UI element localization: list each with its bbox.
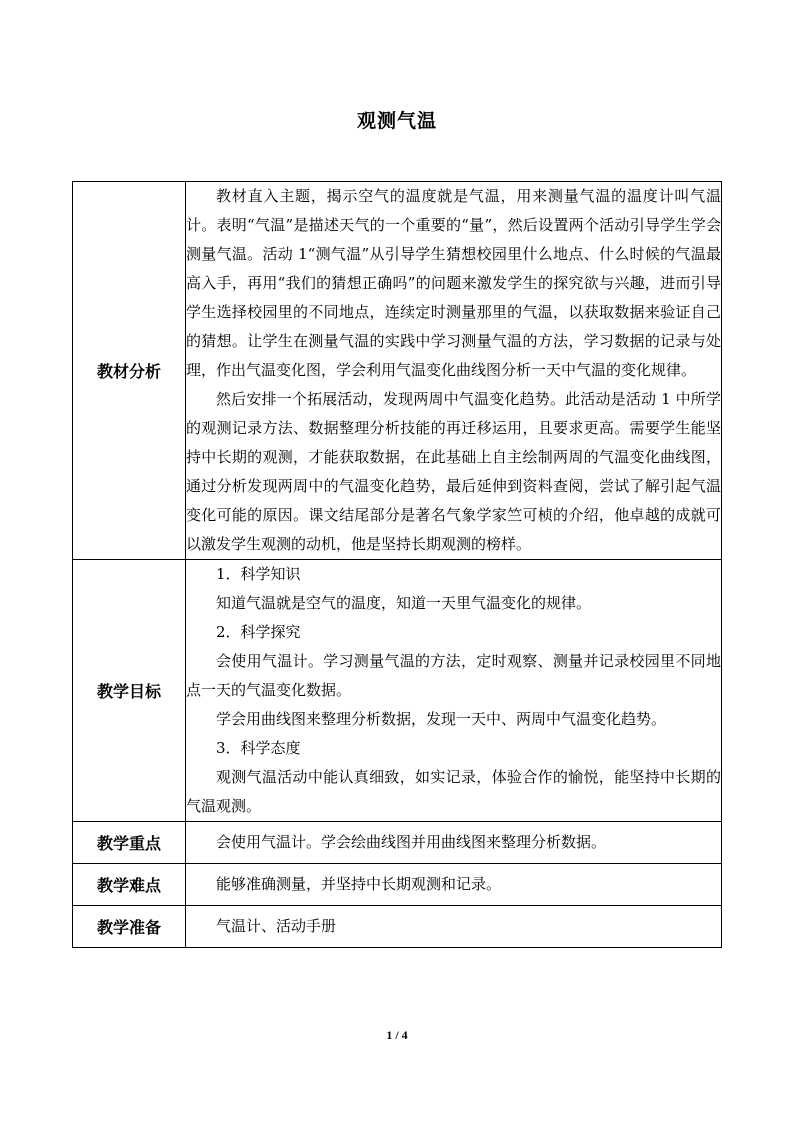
objective-text-inquiry-2: 学会用曲线图来整理分析数据，发现一天中、两周中气温变化趋势。 <box>216 710 667 728</box>
document-title: 观测气温 <box>356 110 437 132</box>
row-label-analysis: 教材分析 <box>73 182 186 560</box>
difficulties-content <box>186 864 722 906</box>
analysis-paragraph-2: 然后安排一个拓展活动，发现两周中气温变化趋势。此活动是活动 1 中所学的观测记录方法、数据整理分析技能的再迁移运用，且要求更高。需要学生能坚持中长期的观测，才能获取数据，在此基础上自主绘制两周的气温变化曲线图，通过分析发现两周中的气温变化趋势，最后延伸到资料查阅，尝试了解引起气温变化可能的原因。课文结尾部分是著名气象学家竺可桢的介绍，他卓越的成就可以激发学生观测的动机，他是坚持长期观测的榜样。 <box>186 390 721 553</box>
row-label-key-points: 教学重点 <box>73 822 186 864</box>
objective-text-knowledge: 知道气温就是空气的温度，知道一天里气温变化的规律。 <box>216 594 592 612</box>
row-label-objectives: 教学目标 <box>73 560 186 822</box>
lesson-plan-table <box>72 181 722 948</box>
objective-heading-inquiry: 2．科学探究 <box>216 623 301 641</box>
objectives-content <box>186 560 722 822</box>
row-label-preparation: 教学准备 <box>73 906 186 948</box>
table-row-difficulties <box>73 864 722 906</box>
table-row-preparation <box>73 906 722 948</box>
table-row-analysis <box>73 182 722 560</box>
table-row-key-points <box>73 822 722 864</box>
preparation-text: 气温计、活动手册 <box>216 917 337 935</box>
table-row-objectives <box>73 560 722 822</box>
key-points-content <box>186 822 722 864</box>
preparation-content <box>186 906 722 948</box>
difficulties-text: 能够准确测量，并坚持中长期观测和记录。 <box>216 875 502 893</box>
objective-heading-knowledge: 1．科学知识 <box>216 565 301 583</box>
page-number: 1 / 4 <box>386 1028 408 1042</box>
analysis-content <box>186 182 722 560</box>
analysis-paragraph-1: 教材直入主题，揭示空气的温度就是气温，用来测量气温的温度计叫气温计。表明“气温”是描述天气的一个重要的“量”，然后设置两个活动引导学生学会测量气温。活动 1“测气温”从引导学生猜想校园里什么地点、什么时候的气温最高入手，再用“我们的猜想正确吗”的问题来激发学生的探究欲与兴趣，进而引导学生选择校园里的不同地点，连续定时测量那里的气温，以获取数据来验证自己的猜想。让学生在测量气温的实践中学习测量气温的方法，学习数据的记录与处理，作出气温变化图，学会利用气温变化曲线图分析一天中气温的变化规律。 <box>186 187 721 379</box>
objective-heading-attitude: 3．科学态度 <box>216 739 301 757</box>
key-points-text: 会使用气温计。学会绘曲线图并用曲线图来整理分析数据。 <box>216 833 607 851</box>
objective-text-attitude: 观测气温活动中能认真细致，如实记录，体验合作的愉悦，能坚持中长期的气温观测。 <box>186 768 721 815</box>
row-label-difficulties: 教学难点 <box>73 864 186 906</box>
objective-text-inquiry-1: 会使用气温计。学习测量气温的方法，定时观察、测量并记录校园里不同地点一天的气温变化数据。 <box>186 652 721 699</box>
